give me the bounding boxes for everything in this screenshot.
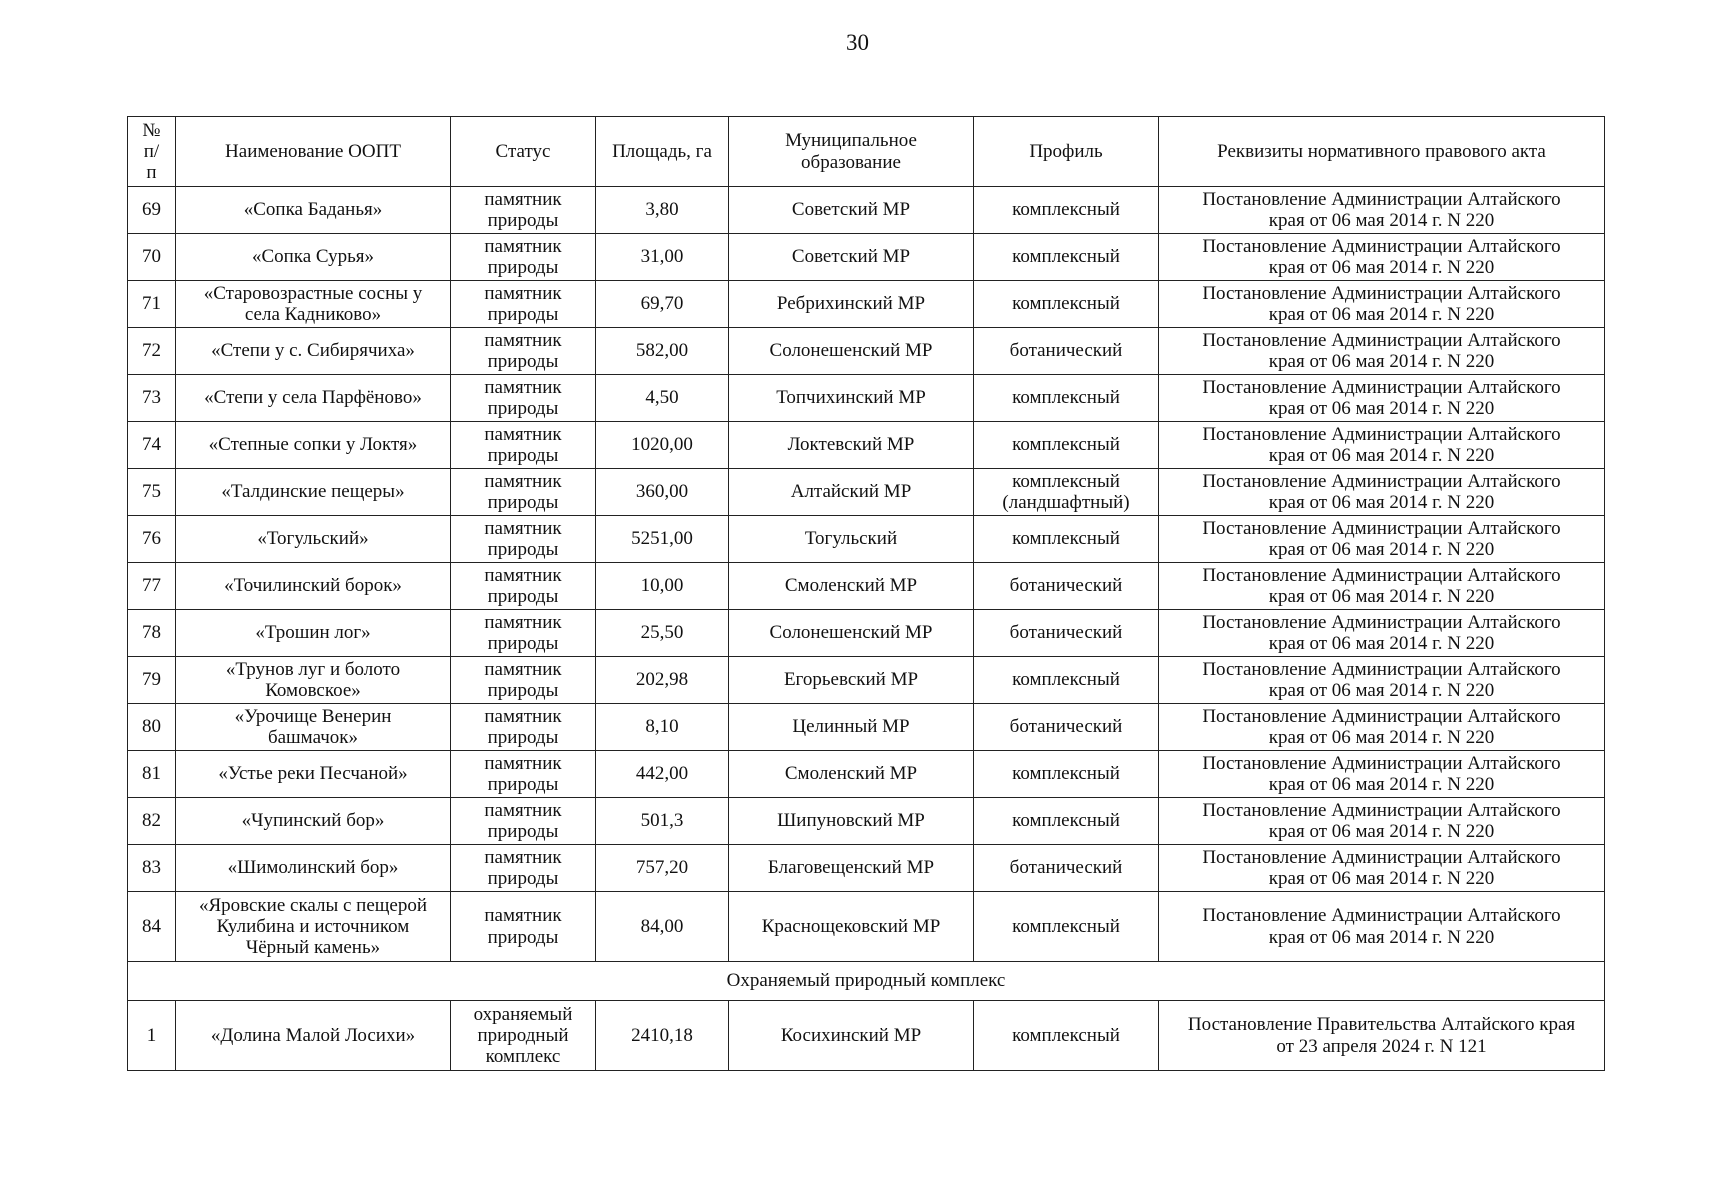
table-body xyxy=(128,187,1605,1071)
header-act: Реквизиты нормативного правового акта xyxy=(1159,117,1605,187)
table-row xyxy=(128,563,1605,610)
cell-name: «Урочище Венерин башмачок» xyxy=(176,704,451,751)
cell-status: памятник природы xyxy=(451,469,596,516)
cell-area: 8,10 xyxy=(596,704,729,751)
cell-profile: комплексный xyxy=(974,187,1159,234)
table-row xyxy=(128,845,1605,892)
cell-name: «Трошин лог» xyxy=(176,610,451,657)
section-row xyxy=(128,962,1605,1001)
table-row xyxy=(128,187,1605,234)
cell-area: 10,00 xyxy=(596,563,729,610)
header-status: Статус xyxy=(451,117,596,187)
cell-municipality: Локтевский МР xyxy=(729,422,974,469)
table-row xyxy=(128,375,1605,422)
cell-act: Постановление Администрации Алтайского края от 06 мая 2014 г. N 220 xyxy=(1159,751,1605,798)
cell-profile: комплексный (ландшафтный) xyxy=(974,469,1159,516)
cell-act: Постановление Администрации Алтайского края от 06 мая 2014 г. N 220 xyxy=(1159,281,1605,328)
cell-name: «Степи у с. Сибирячиха» xyxy=(176,328,451,375)
table-row xyxy=(128,610,1605,657)
cell-profile: ботанический xyxy=(974,610,1159,657)
cell-area: 69,70 xyxy=(596,281,729,328)
cell-profile: комплексный xyxy=(974,281,1159,328)
cell-profile: ботанический xyxy=(974,563,1159,610)
cell-num: 79 xyxy=(128,657,176,704)
table-row xyxy=(128,704,1605,751)
cell-area: 442,00 xyxy=(596,751,729,798)
header-num: № п/ п xyxy=(128,117,176,187)
cell-num: 73 xyxy=(128,375,176,422)
cell-area: 360,00 xyxy=(596,469,729,516)
cell-num: 72 xyxy=(128,328,176,375)
table-row xyxy=(128,892,1605,962)
header-profile: Профиль xyxy=(974,117,1159,187)
cell-municipality: Смоленский МР xyxy=(729,563,974,610)
cell-area: 3,80 xyxy=(596,187,729,234)
table-row xyxy=(128,1001,1605,1071)
cell-name: «Устье реки Песчаной» xyxy=(176,751,451,798)
cell-profile: комплексный xyxy=(974,751,1159,798)
cell-status: памятник природы xyxy=(451,422,596,469)
header-row xyxy=(128,117,1605,187)
cell-num: 76 xyxy=(128,516,176,563)
cell-name: «Талдинские пещеры» xyxy=(176,469,451,516)
cell-name: «Точилинский борок» xyxy=(176,563,451,610)
cell-municipality: Советский МР xyxy=(729,234,974,281)
cell-act: Постановление Администрации Алтайского края от 06 мая 2014 г. N 220 xyxy=(1159,375,1605,422)
table-row xyxy=(128,516,1605,563)
cell-area: 501,3 xyxy=(596,798,729,845)
cell-num: 75 xyxy=(128,469,176,516)
cell-name: «Сопка Баданья» xyxy=(176,187,451,234)
page-number: 30 xyxy=(846,30,869,55)
cell-act: Постановление Администрации Алтайского края от 06 мая 2014 г. N 220 xyxy=(1159,328,1605,375)
cell-act: Постановление Администрации Алтайского края от 06 мая 2014 г. N 220 xyxy=(1159,187,1605,234)
cell-municipality: Целинный МР xyxy=(729,704,974,751)
cell-status: памятник природы xyxy=(451,610,596,657)
cell-act: Постановление Администрации Алтайского края от 06 мая 2014 г. N 220 xyxy=(1159,422,1605,469)
cell-status: памятник природы xyxy=(451,563,596,610)
table-header xyxy=(128,117,1605,187)
cell-profile: комплексный xyxy=(974,892,1159,962)
cell-profile: комплексный xyxy=(974,798,1159,845)
header-area: Площадь, га xyxy=(596,117,729,187)
cell-municipality: Косихинский МР xyxy=(729,1001,974,1071)
table-row xyxy=(128,422,1605,469)
header-name: Наименование ООПТ xyxy=(176,117,451,187)
cell-num: 70 xyxy=(128,234,176,281)
cell-name: «Шимолинский бор» xyxy=(176,845,451,892)
cell-profile: ботанический xyxy=(974,328,1159,375)
cell-num: 71 xyxy=(128,281,176,328)
cell-profile: ботанический xyxy=(974,845,1159,892)
cell-municipality: Советский МР xyxy=(729,187,974,234)
cell-municipality: Краснощековский МР xyxy=(729,892,974,962)
cell-municipality: Топчихинский МР xyxy=(729,375,974,422)
table-row xyxy=(128,751,1605,798)
cell-area: 84,00 xyxy=(596,892,729,962)
cell-area: 25,50 xyxy=(596,610,729,657)
cell-profile: комплексный xyxy=(974,234,1159,281)
cell-municipality: Тогульский xyxy=(729,516,974,563)
oopt-table xyxy=(127,116,1605,1071)
cell-num: 69 xyxy=(128,187,176,234)
cell-profile: комплексный xyxy=(974,375,1159,422)
cell-status: памятник природы xyxy=(451,375,596,422)
cell-status: охраняемый природный комплекс xyxy=(451,1001,596,1071)
cell-status: памятник природы xyxy=(451,187,596,234)
cell-municipality: Благовещенский МР xyxy=(729,845,974,892)
cell-municipality: Солонешенский МР xyxy=(729,610,974,657)
cell-status: памятник природы xyxy=(451,328,596,375)
cell-act: Постановление Администрации Алтайского края от 06 мая 2014 г. N 220 xyxy=(1159,469,1605,516)
cell-area: 2410,18 xyxy=(596,1001,729,1071)
cell-area: 31,00 xyxy=(596,234,729,281)
cell-municipality: Ребрихинский МР xyxy=(729,281,974,328)
cell-num: 83 xyxy=(128,845,176,892)
cell-status: памятник природы xyxy=(451,657,596,704)
cell-name: «Степи у села Парфёново» xyxy=(176,375,451,422)
cell-status: памятник природы xyxy=(451,751,596,798)
cell-municipality: Егорьевский МР xyxy=(729,657,974,704)
cell-num: 80 xyxy=(128,704,176,751)
cell-num: 74 xyxy=(128,422,176,469)
cell-municipality: Шипуновский МР xyxy=(729,798,974,845)
cell-name: «Сопка Сурья» xyxy=(176,234,451,281)
cell-municipality: Смоленский МР xyxy=(729,751,974,798)
cell-name: «Долина Малой Лосихи» xyxy=(176,1001,451,1071)
cell-act: Постановление Администрации Алтайского края от 06 мая 2014 г. N 220 xyxy=(1159,563,1605,610)
cell-profile: ботанический xyxy=(974,704,1159,751)
cell-municipality: Солонешенский МР xyxy=(729,328,974,375)
cell-area: 757,20 xyxy=(596,845,729,892)
cell-municipality: Алтайский МР xyxy=(729,469,974,516)
cell-act: Постановление Администрации Алтайского края от 06 мая 2014 г. N 220 xyxy=(1159,892,1605,962)
cell-act: Постановление Правительства Алтайского края от 23 апреля 2024 г. N 121 xyxy=(1159,1001,1605,1071)
cell-name: «Старовозрастные сосны у села Кадниково» xyxy=(176,281,451,328)
cell-act: Постановление Администрации Алтайского края от 06 мая 2014 г. N 220 xyxy=(1159,657,1605,704)
table-row xyxy=(128,281,1605,328)
cell-num: 77 xyxy=(128,563,176,610)
cell-profile: комплексный xyxy=(974,1001,1159,1071)
cell-num: 84 xyxy=(128,892,176,962)
cell-status: памятник природы xyxy=(451,845,596,892)
table-row xyxy=(128,234,1605,281)
table-row xyxy=(128,328,1605,375)
cell-num: 78 xyxy=(128,610,176,657)
cell-num: 1 xyxy=(128,1001,176,1071)
cell-name: «Тогульский» xyxy=(176,516,451,563)
cell-profile: комплексный xyxy=(974,516,1159,563)
cell-area: 1020,00 xyxy=(596,422,729,469)
table-row xyxy=(128,657,1605,704)
cell-name: «Трунов луг и болото Комовское» xyxy=(176,657,451,704)
cell-area: 5251,00 xyxy=(596,516,729,563)
cell-status: памятник природы xyxy=(451,798,596,845)
header-municipality: Муниципальное образование xyxy=(729,117,974,187)
table-row xyxy=(128,469,1605,516)
cell-act: Постановление Администрации Алтайского края от 06 мая 2014 г. N 220 xyxy=(1159,610,1605,657)
cell-name: «Яровские скалы с пещерой Кулибина и источником Чёрный камень» xyxy=(176,892,451,962)
cell-act: Постановление Администрации Алтайского края от 06 мая 2014 г. N 220 xyxy=(1159,234,1605,281)
cell-act: Постановление Администрации Алтайского края от 06 мая 2014 г. N 220 xyxy=(1159,516,1605,563)
cell-act: Постановление Администрации Алтайского края от 06 мая 2014 г. N 220 xyxy=(1159,845,1605,892)
cell-name: «Степные сопки у Локтя» xyxy=(176,422,451,469)
cell-status: памятник природы xyxy=(451,704,596,751)
section-title: Охраняемый природный комплекс xyxy=(128,962,1605,1001)
cell-profile: комплексный xyxy=(974,422,1159,469)
cell-act: Постановление Администрации Алтайского края от 06 мая 2014 г. N 220 xyxy=(1159,704,1605,751)
cell-area: 202,98 xyxy=(596,657,729,704)
cell-status: памятник природы xyxy=(451,234,596,281)
cell-area: 582,00 xyxy=(596,328,729,375)
cell-status: памятник природы xyxy=(451,892,596,962)
cell-name: «Чупинский бор» xyxy=(176,798,451,845)
cell-act: Постановление Администрации Алтайского края от 06 мая 2014 г. N 220 xyxy=(1159,798,1605,845)
cell-status: памятник природы xyxy=(451,516,596,563)
table-row xyxy=(128,798,1605,845)
cell-status: памятник природы xyxy=(451,281,596,328)
cell-area: 4,50 xyxy=(596,375,729,422)
cell-profile: комплексный xyxy=(974,657,1159,704)
cell-num: 82 xyxy=(128,798,176,845)
cell-num: 81 xyxy=(128,751,176,798)
